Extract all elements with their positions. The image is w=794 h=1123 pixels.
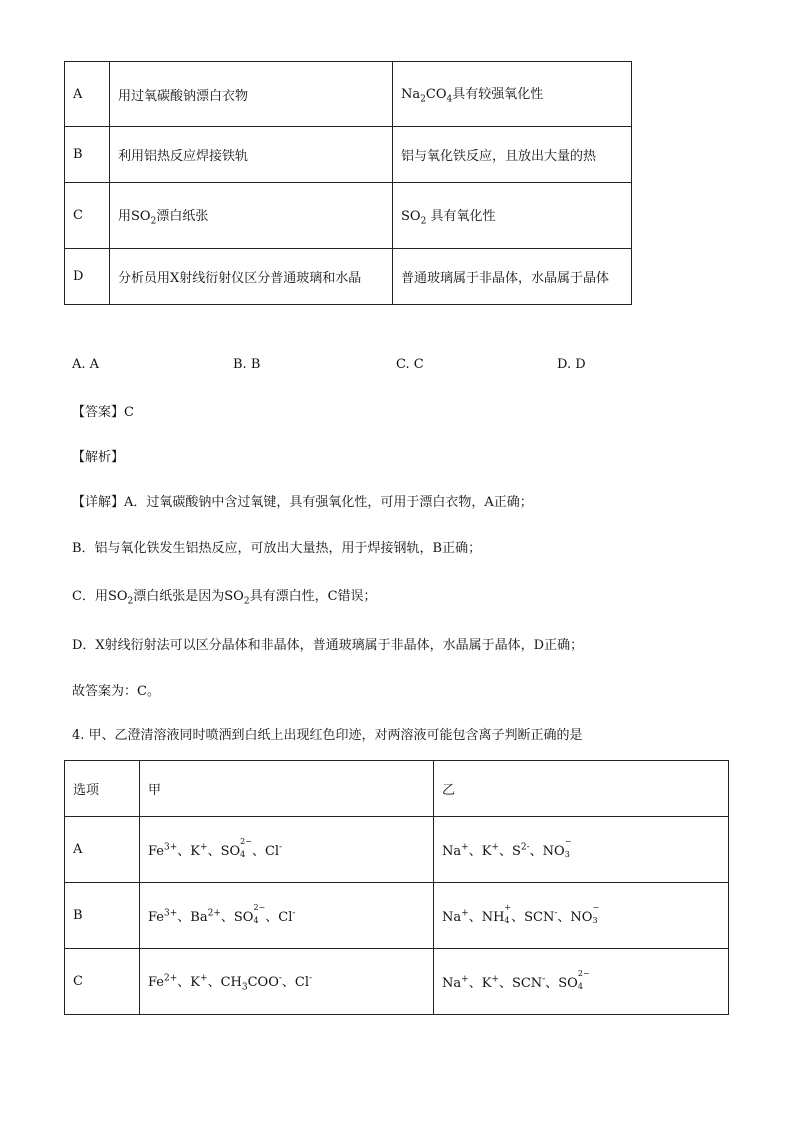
jia-cell: $Fe^{2+}$、K+、$CH_3COO^-$、Cl- [140, 949, 434, 1015]
column-header: 选项 [65, 761, 140, 817]
ion-table [64, 760, 729, 1015]
yi-cell: Na+、K+、$S^{2-}$、NO − 3 [434, 817, 729, 883]
row-label: C [65, 183, 110, 249]
option-b: B. B [233, 357, 261, 372]
row-label: B [65, 127, 110, 183]
question-4: 4. 甲、乙澄清溶液同时喷洒到白纸上出现红色印迹，对两溶液可能包含离子判断正确的是 [72, 728, 583, 743]
table-row [65, 817, 729, 883]
row-label: D [65, 249, 110, 305]
principle-cell: 普通玻璃属于非晶体，水晶属于晶体 [393, 249, 632, 305]
yi-cell: Na+、NH + 4 、SCN-、NO − 3 [434, 883, 729, 949]
answer: 【答案】C [72, 405, 134, 420]
row-label: B [65, 883, 140, 949]
table-row [65, 62, 632, 127]
option-c: C. C [396, 357, 424, 372]
option-a: A. A [72, 357, 100, 372]
detail-c: C．用$SO_2$漂白纸张是因为$SO_2$具有漂白性，C错误； [72, 589, 377, 607]
application-cell: 分析员用X射线衍射仪区分普通玻璃和水晶 [110, 249, 393, 305]
application-principle-table [64, 61, 632, 305]
table-header-row [65, 761, 729, 817]
table-row [65, 249, 632, 305]
detail-d: D．X射线衍射法可以区分晶体和非晶体，普通玻璃属于非晶体，水晶属于晶体，D正确； [72, 638, 584, 653]
column-header: 甲 [140, 761, 434, 817]
detail-a: 【详解】A．过氧碳酸钠中含过氧键，具有强氧化性，可用于漂白衣物，A正确； [72, 495, 533, 510]
conclusion: 故答案为：C。 [72, 684, 160, 699]
table-row [65, 883, 729, 949]
row-label: A [65, 817, 140, 883]
analysis-title: 【解析】 [72, 450, 125, 465]
principle-cell: $SO_2$ 具有氧化性 [393, 183, 632, 249]
yi-cell: Na+、K+、SCN-、SO 2− 4 [434, 949, 729, 1015]
principle-cell: $Na_2CO_4$具有较强氧化性 [393, 62, 632, 127]
column-header: 乙 [434, 761, 729, 817]
application-cell: 用$SO_2$漂白纸张 [110, 183, 393, 249]
application-cell: 用过氧碳酸钠漂白衣物 [110, 62, 393, 127]
detail-b: B．铝与氧化铁发生铝热反应，可放出大量热，用于焊接钢轨，B正确； [72, 541, 482, 556]
principle-cell: 铝与氧化铁反应，且放出大量的热 [393, 127, 632, 183]
row-label: C [65, 949, 140, 1015]
application-cell: 利用铝热反应焊接铁轨 [110, 127, 393, 183]
option-d: D. D [557, 357, 586, 372]
table-row [65, 183, 632, 249]
jia-cell: $Fe^{3+}$、$Ba^{2+}$、SO 2− 4 、Cl- [140, 883, 434, 949]
jia-cell: $Fe^{3+}$、K+、SO 2− 4 、Cl- [140, 817, 434, 883]
table-row [65, 127, 632, 183]
table-row [65, 949, 729, 1015]
row-label: A [65, 62, 110, 127]
